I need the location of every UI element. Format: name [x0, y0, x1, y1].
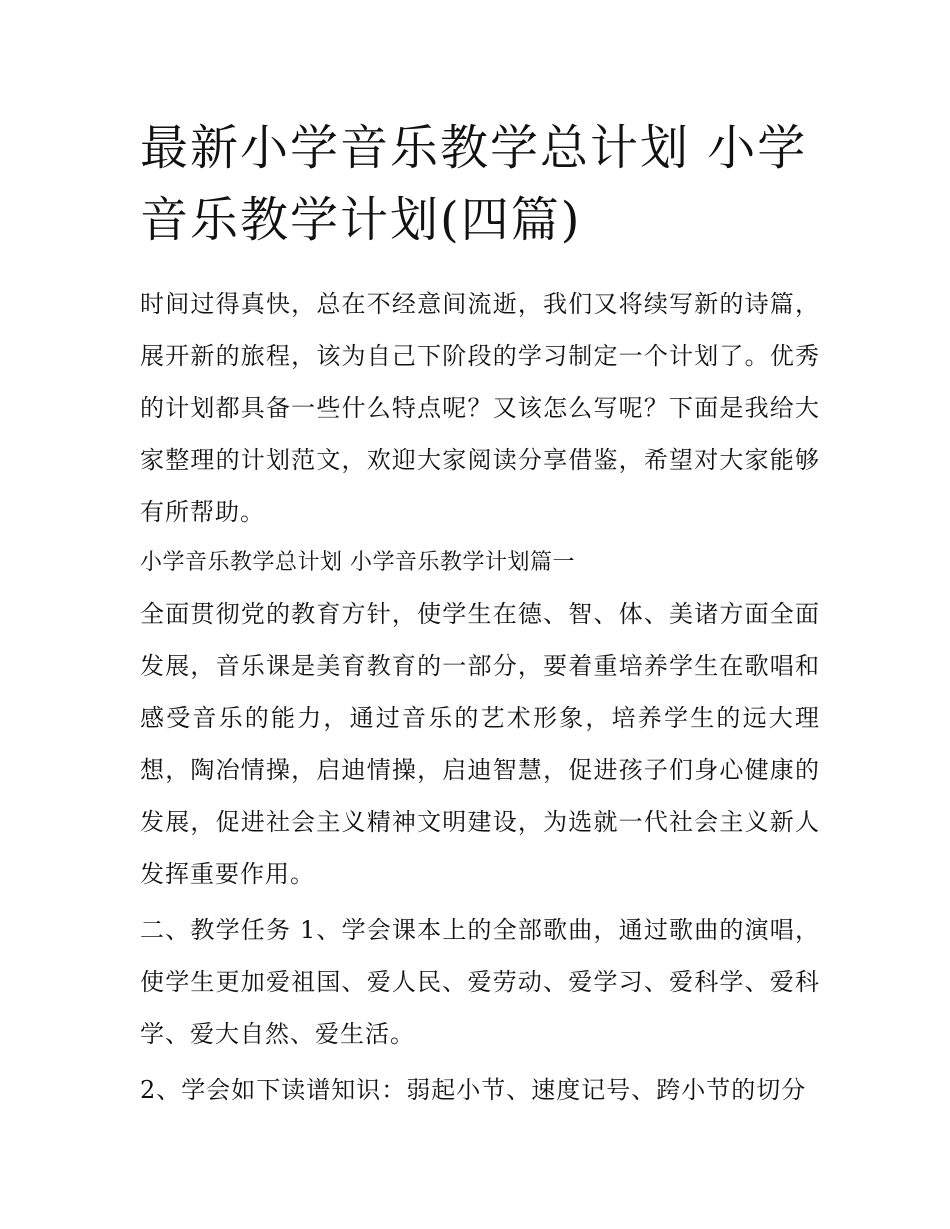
- body-paragraph-1: 全面贯彻党的教育方针，使学生在德、智、体、美诸方面全面发展，音乐课是美育教育的一部分，要着重培养学生在歌唱和感受音乐的能力，通过音乐的艺术形象，培养学生的远大理想，陶冶情操，启迪情操，启迪智慧，促进孩子们身心健康的发展，促进社会主义精神文明建设，为选就一代社会主义新人发挥重要作用。: [140, 600, 820, 888]
- body-paragraph-2: 二、教学任务 1、学会课本上的全部歌曲，通过歌曲的演唱，使学生更加爱祖国、爱人民、爱劳动、爱学习、爱科学、爱科学、爱大自然、爱生活。: [140, 916, 820, 1048]
- body-paragraph-3: 2、学会如下读谱知识：弱起小节、速度记号、跨小节的切分: [140, 1076, 807, 1104]
- intro-paragraph: 时间过得真快，总在不经意间流逝，我们又将续写新的诗篇，展开新的旅程，该为自己下阶段的学习制定一个计划了。优秀的计划都具备一些什么特点呢？又该怎么写呢？下面是我给大家整理的计划范文，欢迎大家阅读分享借鉴，希望对大家能够有所帮助。: [140, 290, 820, 526]
- section-heading: 小学音乐教学总计划 小学音乐教学计划篇一: [140, 550, 575, 575]
- document-page: [140, 112, 820, 1116]
- title-line-1: 最新小学音乐教学总计划 小学: [140, 120, 808, 176]
- document-title: [140, 112, 820, 256]
- title-line-2: 音乐教学计划(四篇): [140, 192, 582, 248]
